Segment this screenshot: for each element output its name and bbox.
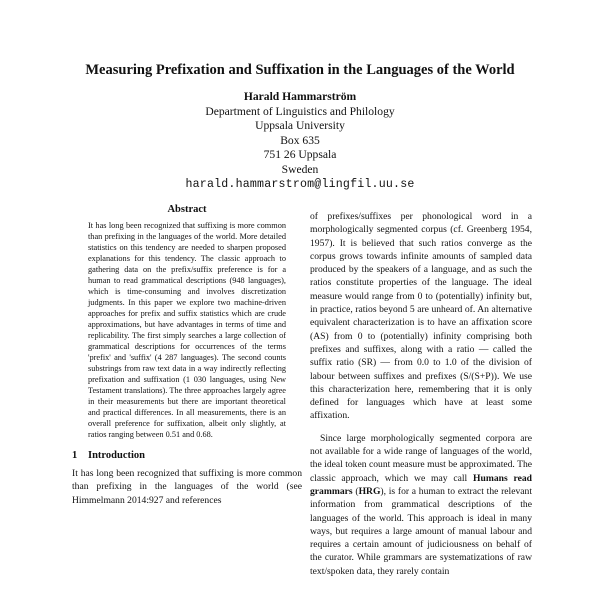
- section-heading-introduction: [72, 450, 302, 461]
- author-department: Department of Linguistics and Philology: [205, 104, 395, 118]
- author-country: Sweden: [281, 162, 319, 176]
- author-university: Uppsala University: [255, 119, 345, 133]
- author-name: Harald Hammarström: [243, 90, 357, 103]
- right-paragraph-1: of prefixes/suffixes per phonological word in a morphologically segmented corpus (cf. Greenberg 1954, 1957). It is believed that such ratios converge as the corpus grows towards infinite amounts of sampled data produced by the speakers of a language, and as such the ratios constitute properties of the language. The ideal measure would range from 0 to (potentially) infinity but, in practice, ratios beyond 5 are unheard of. An alternative equivalent characterization is to have an affixation score (AS) from 0 to (potentially) infinity comprising both prefixes and suffixes, along with a ratio — called the suffix ratio (SR) — from 0.0 to 1.0 of the division of labour between suffixes and prefixes (S/(S+P)). We use this characterization here, remembering that it is only defined for languages which have at least some affixation.: [310, 211, 532, 422]
- section-title: Introduction: [88, 450, 145, 461]
- para2-text-paren: (: [352, 485, 359, 497]
- author-email: harald.hammarstrom@lingfil.uu.se: [185, 177, 415, 191]
- para2-text-end: ), is for a human to extract the relevant information from grammatical descriptions of the languages of the world. This approach is ideal in many ways, but requires a large amount of manual labour and requires a certain amount of judiciousness on behalf of the curator. While grammars are systematizations of raw text/spoken data, they rarely contain: [310, 485, 532, 577]
- introduction-text: It has long been recognized that suffixing is more common than prefixing in the languages of the world (see Himmelmann 2014:927 and references: [72, 468, 302, 506]
- paper-title: Measuring Prefixation and Suffixation in the Languages of the World: [85, 62, 515, 78]
- term-humans-read-grammars: Humans read grammars: [310, 472, 532, 497]
- author-block: [0, 90, 600, 192]
- left-column: [72, 204, 302, 507]
- term-hrg: HRG: [358, 485, 381, 497]
- section-number: 1: [72, 450, 78, 461]
- abstract-text: It has long been recognized that suffixing is more common than prefixing in the languages of the world. More detailed statistics on this tendency are needed to sharpen proposed explanations for this tendency. The classic approach to gathering data on the prefix/suffix preference is for a human to read grammatical descriptions (948 languages), which is time-consuming and involves discretization judgments. In this paper we explore two machine-driven approaches for prefix and suffix statistics which are crude approximations, but have advantages in terms of time and replicability. The first simply searches a large collection of grammatical descriptions for occurrences of the terms 'prefix' and 'suffix' (4 287 languages). The second counts substrings from raw text data in a way indirectly reflecting prefixation and suffixation (1 030 languages, using New Testament translations). The three approaches largely agree in their measurements but there are important theoretical and practical differences. In all measurements, there is an overall preference for suffixation, albeit only slightly, at ratios ranging between 0.51 and 0.68.: [88, 221, 286, 439]
- author-box: Box 635: [280, 133, 320, 147]
- abstract-heading: Abstract: [167, 204, 207, 215]
- right-column: [310, 210, 532, 578]
- para2-text-start: Since large morphologically segmented corpora are not available for a wide range of languages of the world, the ideal token count measure must be approximated. The classic approach, which we may call: [310, 432, 532, 484]
- author-postal: 751 26 Uppsala: [263, 148, 337, 162]
- right-paragraph-2: [310, 432, 532, 578]
